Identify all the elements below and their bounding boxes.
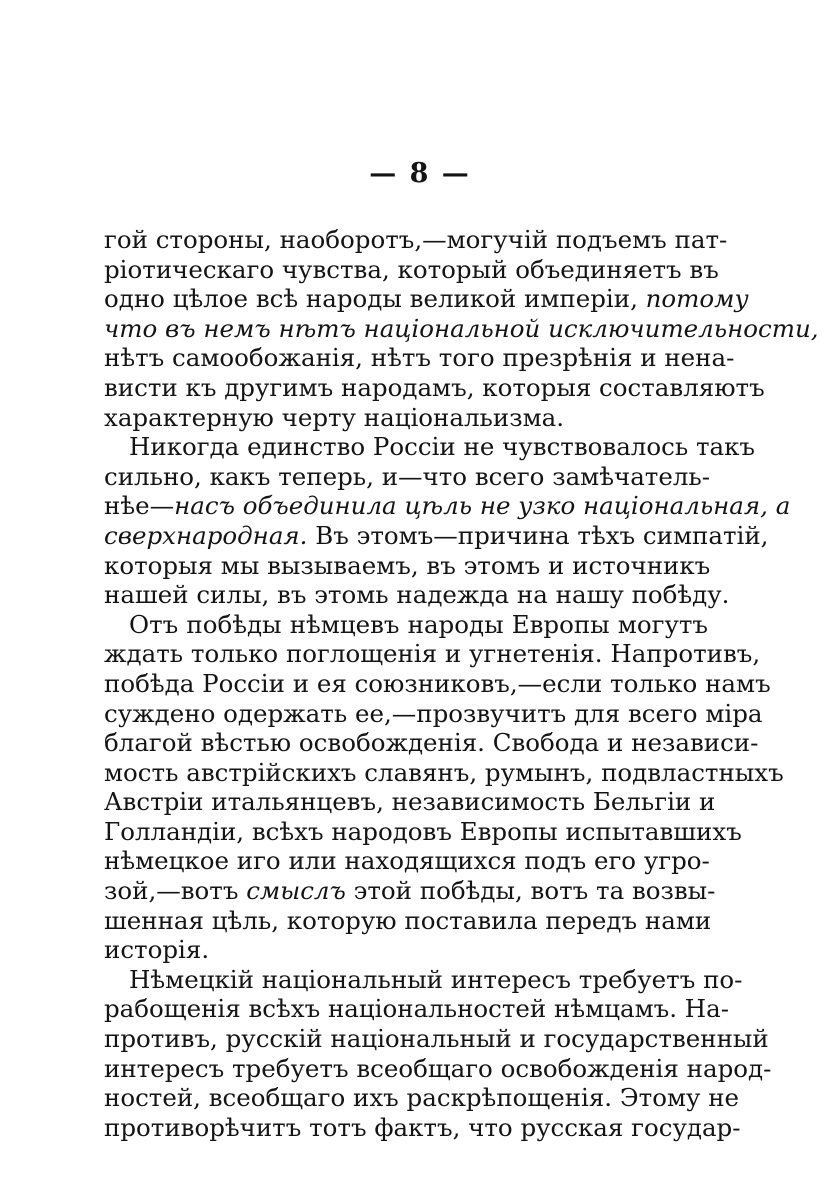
text-segment: нѣтъ самообожанія, нѣтъ того презрѣнія и нена- xyxy=(104,343,735,373)
text-segment: которыя мы вызываемъ, въ этомъ и источникъ xyxy=(104,550,711,580)
text-segment: ностей, всеобщаго ихъ раскрѣпощенія. Этому не xyxy=(104,1083,740,1113)
text-segment: Нѣмецкій національный интересъ требуетъ по- xyxy=(129,964,743,994)
text-line xyxy=(104,491,791,521)
text-line xyxy=(104,225,728,255)
text-segment: Въ этомъ—причина тѣхъ симпатій, xyxy=(307,520,769,550)
text-line xyxy=(104,668,771,699)
text-segment: мость австрійскихъ славянъ, румынъ, подвластныхъ xyxy=(104,757,784,787)
text-line xyxy=(104,403,708,433)
text-line xyxy=(104,432,756,462)
text-line xyxy=(104,610,708,640)
text-line xyxy=(104,550,711,581)
text-line xyxy=(104,787,716,817)
paragraph xyxy=(104,225,819,432)
text-segment: сильно, какъ теперь, и—что всего замѣчатель- xyxy=(104,461,711,491)
text-line xyxy=(104,313,819,344)
text-segment: шенная цѣль, которую поставила передъ нами xyxy=(104,905,712,935)
text-segment: исторія. xyxy=(104,935,210,965)
paragraph xyxy=(104,964,772,1143)
text-line xyxy=(104,520,769,551)
text-segment: интересъ требуетъ всеобщаго освобожденія народ- xyxy=(104,1053,772,1083)
text-segment: благой вѣстью освобожденія. Свобода и независи- xyxy=(104,728,759,758)
text-line xyxy=(104,372,765,403)
text-segment: висти къ другимъ народамъ, которыя составляютъ xyxy=(104,372,765,402)
page-number: — 8 — xyxy=(369,158,471,189)
text-line xyxy=(104,994,730,1024)
text-line xyxy=(104,935,708,965)
text-segment: нѣмецкое иго или находящихся подъ его угро- xyxy=(104,846,710,876)
paragraph xyxy=(104,609,784,965)
text-line xyxy=(104,1083,740,1113)
text-segment: гой стороны, наоборотъ,—могучій подъемъ пат- xyxy=(104,225,728,254)
italic-segment: что въ немъ нѣтъ національной исключительности, xyxy=(104,313,819,343)
text-line xyxy=(104,816,742,847)
text-line xyxy=(104,1112,741,1143)
text-segment: характерную черту національизма. xyxy=(104,402,565,432)
text-segment: одно цѣлое всѣ народы великой имперіи, xyxy=(104,284,646,314)
text-line xyxy=(104,580,730,610)
text-segment: рабощенія всѣхъ національностей нѣмцамъ. На- xyxy=(104,994,730,1024)
text-line xyxy=(104,846,708,876)
text-segment: суждено одержать ее,—прозвучитъ для всего міра xyxy=(104,698,763,728)
text-segment: Никогда единство Россіи не чувствовалось такъ xyxy=(129,432,756,462)
text-segment: зой,—вотъ xyxy=(104,876,247,906)
text-line xyxy=(104,905,712,936)
text-line xyxy=(104,1024,769,1054)
italic-segment: сверхнародная. xyxy=(104,520,308,550)
text-line xyxy=(104,964,743,995)
text-line xyxy=(104,284,749,314)
text-segment: противъ, русскій національный и государственный xyxy=(104,1024,769,1054)
text-segment: ріотическаго чувства, который объединяетъ въ xyxy=(104,254,719,284)
text-segment: нашей силы, въ этомь надежда на нашу побѣду. xyxy=(104,580,730,610)
text-line xyxy=(104,254,719,285)
text-segment: Голландіи, всѣхъ народовъ Европы испытавшихъ xyxy=(104,816,742,846)
text-segment: Австріи итальянцевъ, независимость Бельгіи и xyxy=(104,787,716,817)
italic-segment: потому xyxy=(645,284,749,314)
text-line xyxy=(104,1053,772,1084)
text-line xyxy=(104,461,711,492)
text-line xyxy=(104,757,784,788)
text-segment: нѣе— xyxy=(104,491,175,521)
italic-segment: смыслъ xyxy=(246,876,346,906)
text-segment: противорѣчитъ тотъ фактъ, что русская государ- xyxy=(104,1112,741,1142)
text-body xyxy=(104,225,819,1142)
text-segment: ждать только поглощенія и угнетенія. Напротивъ, xyxy=(104,639,761,669)
text-line xyxy=(104,639,761,669)
text-line xyxy=(104,343,735,373)
text-segment: побѣда Россіи и ея союзниковъ,—если только намъ xyxy=(104,668,771,698)
text-line xyxy=(104,876,716,906)
text-segment: этой побѣды, вотъ та возвы- xyxy=(345,876,716,906)
text-line xyxy=(104,698,763,729)
text-line xyxy=(104,728,759,758)
italic-segment: насъ объединила цѣль не узко національная, а xyxy=(174,491,791,521)
paragraph xyxy=(104,432,791,610)
text-segment: Отъ побѣды нѣмцевъ народы Европы могутъ xyxy=(129,609,708,639)
